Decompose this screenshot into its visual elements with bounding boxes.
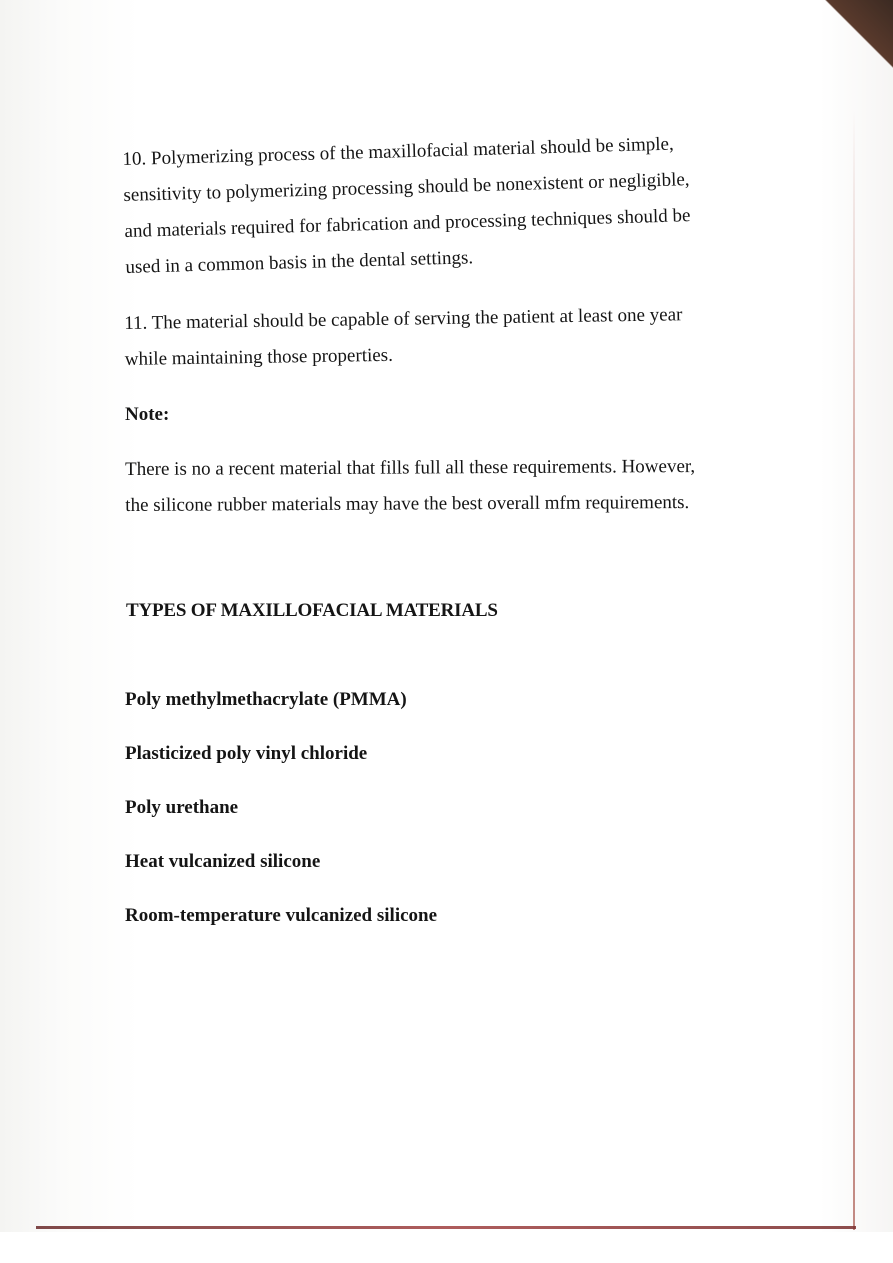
note-text	[125, 449, 695, 524]
paragraph-10-line: used in a common basis in the dental settings.	[125, 247, 474, 278]
paragraph-11-line: while maintaining those properties.	[124, 344, 394, 370]
paragraph-11-line: 11. The material should be capable of serving the patient at least one year	[124, 304, 683, 334]
note-text-line: the silicone rubber materials may have the best overall mfm requirements.	[125, 492, 690, 516]
paragraph-10-line: and materials required for fabrication and processing techniques should be	[124, 205, 691, 242]
page-bottom-edge	[36, 1226, 856, 1229]
material-types-list	[125, 686, 437, 956]
page-background-strip	[0, 1232, 893, 1263]
list-item: Room-temperature vulcanized silicone	[125, 905, 438, 926]
list-item: Heat vulcanized silicone	[125, 851, 321, 872]
types-heading: TYPES OF MAXILLOFACIAL MATERIALS	[126, 600, 498, 621]
paragraph-10	[122, 126, 692, 286]
note-text-line: There is no a recent material that fills full all these requirements. However,	[125, 456, 696, 480]
list-item: Poly urethane	[125, 797, 239, 818]
list-item: Plasticized poly vinyl chloride	[125, 743, 368, 764]
page-right-edge	[853, 110, 855, 1230]
paragraph-11	[124, 297, 683, 378]
paragraph-10-line: 10. Polymerizing process of the maxillofacial material should be simple,	[122, 133, 674, 170]
note-label: Note:	[125, 404, 170, 425]
list-item: Poly methylmethacrylate (PMMA)	[125, 689, 407, 710]
paragraph-10-line: sensitivity to polymerizing processing should be nonexistent or negligible,	[123, 169, 690, 206]
page-corner-shadow	[823, 0, 893, 120]
